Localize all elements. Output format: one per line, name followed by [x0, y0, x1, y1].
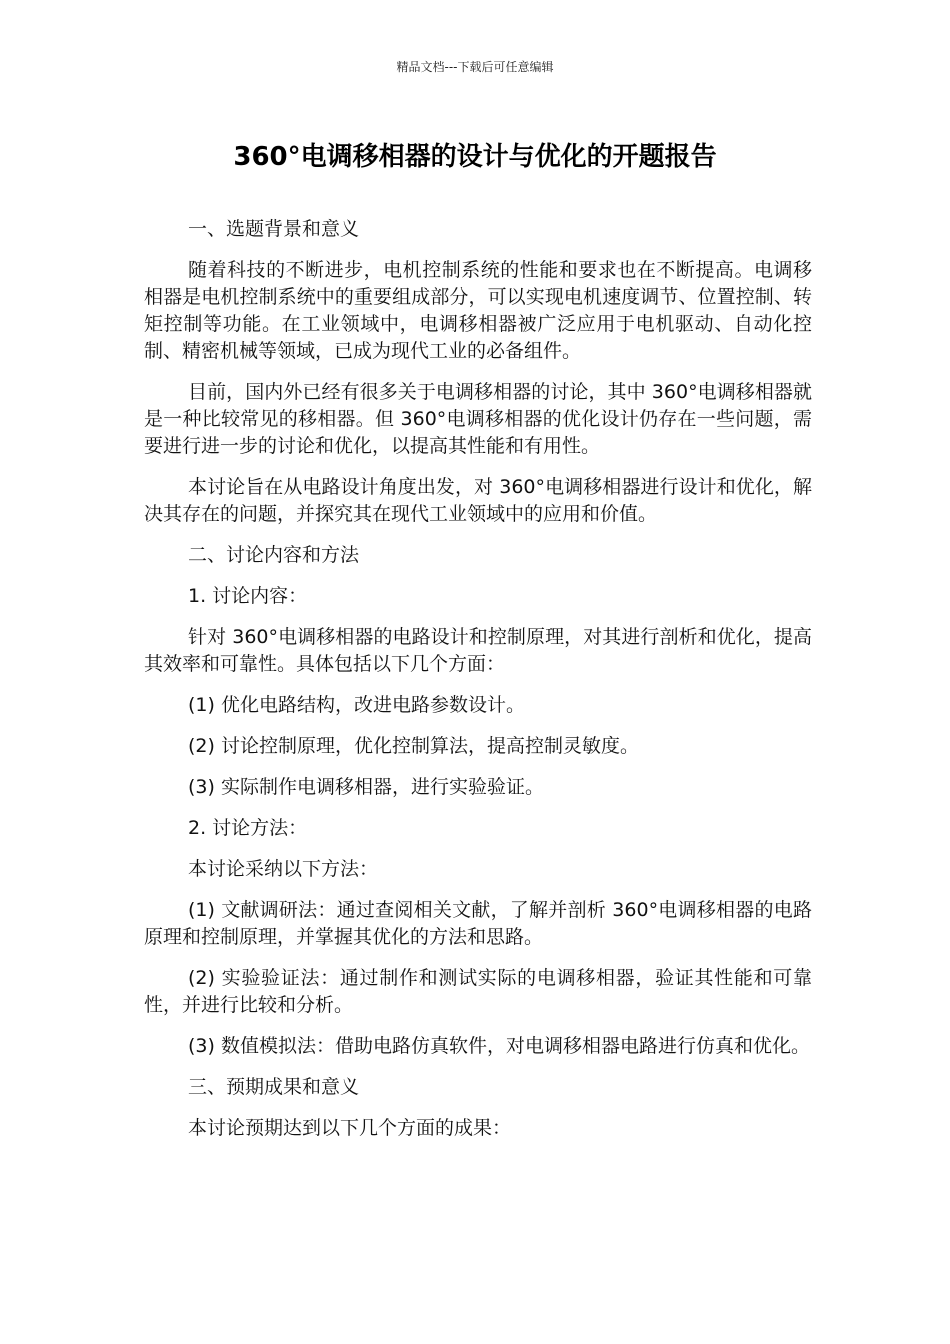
paragraph-method-intro: 本讨论采纳以下方法：	[188, 858, 379, 880]
section-heading-content-method: 二、讨论内容和方法	[188, 544, 360, 566]
list-item-method-2: (2) 实验验证法：通过制作和测试实际的电调移相器，验证其性能和可靠性，并进行比较和分析。	[144, 967, 812, 1016]
paragraph-expected-results: 本讨论预期达到以下几个方面的成果：	[188, 1117, 512, 1139]
section-heading-expected-results: 三、预期成果和意义	[188, 1076, 360, 1098]
subheading-method: 2. 讨论方法：	[188, 817, 308, 839]
list-item-content-1: (1) 优化电路结构，改进电路参数设计。	[188, 694, 525, 716]
paragraph-background-2: 目前，国内外已经有很多关于电调移相器的讨论，其中 360°电调移相器就是一种比较常见的移相器。但 360°电调移相器的优化设计仍存在一些问题，需要进行进一步的讨论和优化，以提高其性能和有用性。	[144, 381, 812, 457]
subheading-content: 1. 讨论内容：	[188, 585, 308, 607]
list-item-content-3: (3) 实际制作电调移相器，进行实验验证。	[188, 776, 544, 798]
list-item-method-3: (3) 数值模拟法：借助电路仿真软件，对电调移相器电路进行仿真和优化。	[188, 1035, 810, 1057]
paragraph-background-1: 随着科技的不断进步，电机控制系统的性能和要求也在不断提高。电调移相器是电机控制系统中的重要组成部分，可以实现电机速度调节、位置控制、转矩控制等功能。在工业领域中，电调移相器被广泛应用于电机驱动、自动化控制、精密机械等领域，已成为现代工业的必备组件。	[144, 259, 812, 362]
header-note: 精品文档---下载后可任意编辑	[396, 60, 554, 74]
list-item-content-2: (2) 讨论控制原理，优化控制算法，提高控制灵敏度。	[188, 735, 639, 757]
document-title: 360°电调移相器的设计与优化的开题报告	[233, 142, 717, 172]
paragraph-content-intro: 针对 360°电调移相器的电路设计和控制原理，对其进行剖析和优化，提高其效率和可靠性。具体包括以下几个方面：	[144, 626, 812, 675]
document-body	[144, 216, 812, 1156]
paragraph-background-3: 本讨论旨在从电路设计角度出发，对 360°电调移相器进行设计和优化，解决其存在的问题，并探究其在现代工业领域中的应用和价值。	[144, 476, 812, 525]
section-heading-background: 一、选题背景和意义	[188, 218, 360, 240]
list-item-method-1: (1) 文献调研法：通过查阅相关文献，了解并剖析 360°电调移相器的电路原理和控制原理，并掌握其优化的方法和思路。	[144, 899, 812, 948]
